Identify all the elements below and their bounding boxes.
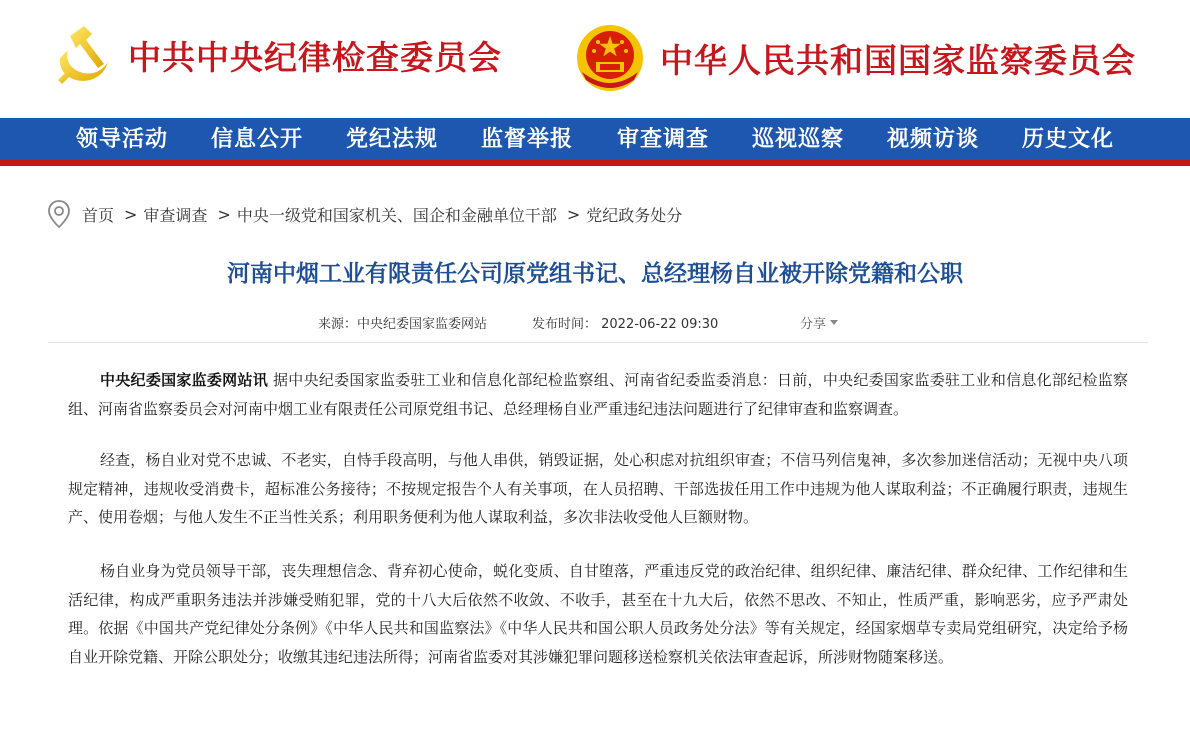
breadcrumb-home[interactable]: 首页	[82, 205, 115, 225]
nav-item-investigation[interactable]: 审查调查	[617, 126, 710, 152]
nav-item-leadership[interactable]: 领导活动	[76, 126, 169, 152]
breadcrumb-separator: >	[566, 204, 581, 224]
article-publish-time: 发布时间： 2022-06-22 09:30	[532, 317, 719, 332]
site-header	[0, 0, 1190, 118]
main-nav	[0, 118, 1190, 166]
breadcrumb-disciplinary-sanctions[interactable]: 党纪政务处分	[586, 205, 683, 225]
article-paragraph-1	[68, 366, 1128, 423]
article-source: 来源：中央纪委国家监委网站	[318, 317, 488, 332]
cpc-title: 中共中央纪律检查委员会	[128, 37, 502, 77]
party-emblem-icon	[50, 22, 116, 88]
nav-item-video-interviews[interactable]: 视频访谈	[887, 126, 980, 152]
article-paragraph-3: 杨自业身为党员领导干部，丧失理想信念、背弃初心使命，蜕化变质、自甘堕落，严重违反党的政治纪律、组织纪律、廉洁纪律、群众纪律、工作纪律和生活纪律，构成严重职务违法并涉嫌受贿犯罪，党的十八大后依然不收敛、不收手，甚至在十九大后，依然不思改、不知止，性质严重，影响恶劣，应予严肃处理。依据《中国共产党纪律处分条例》《中华人民共和国监察法》《中华人民共和国公职人员政务处分法》等有关规定，经国家烟草专卖局党组研究，决定给予杨自业开除党籍、开除公职处分；收缴其违纪违法所得；河南省监委对其涉嫌犯罪问题移送检察机关依法审查起诉，所涉财物随案移送。	[68, 562, 1128, 666]
national-emblem-icon	[574, 22, 646, 94]
chevron-down-icon	[830, 320, 838, 325]
article-title: 河南中烟工业有限责任公司原党组书记、总经理杨自业被开除党籍和公职	[227, 261, 963, 287]
nav-item-history-culture[interactable]: 历史文化	[1022, 126, 1115, 152]
location-pin-icon	[46, 199, 72, 229]
article-lead: 中央纪委国家监委网站讯	[100, 371, 268, 389]
divider	[48, 342, 1148, 343]
breadcrumb-separator: >	[217, 204, 231, 224]
breadcrumb-central-cadres[interactable]: 中央一级党和国家机关、国企和金融单位干部	[236, 205, 557, 225]
article-paragraph-2: 经查，杨自业对党不忠诚、不老实，自恃手段高明，与他人串供，销毁证据，处心积虑对抗组织审查；不信马列信鬼神，多次参加迷信活动；无视中央八项规定精神，违规收受消费卡，超标准公务接待；不按规定报告个人有关事项，在人员招聘、干部选拔任用工作中违规为他人谋取利益；不正确履行职责，违规生产、使用卷烟；与他人发生不正当性关系；利用职务便利为他人谋取利益，多次非法收受他人巨额财物。	[68, 451, 1128, 526]
nav-item-regulations[interactable]: 党纪法规	[346, 126, 439, 152]
nav-item-inspection[interactable]: 巡视巡察	[752, 126, 845, 152]
share-button[interactable]	[800, 313, 838, 332]
nsc-brand[interactable]	[574, 22, 1136, 94]
breadcrumb-separator: >	[124, 204, 138, 224]
nav-item-supervision-report[interactable]: 监督举报	[481, 126, 574, 152]
cpc-brand[interactable]	[50, 22, 502, 88]
share-label: 分享	[800, 317, 827, 332]
breadcrumb-investigation[interactable]: 审查调查	[143, 205, 208, 225]
nav-item-info-disclosure[interactable]: 信息公开	[211, 126, 304, 152]
nsc-title: 中华人民共和国国家监察委员会	[660, 40, 1136, 80]
breadcrumb	[46, 198, 682, 230]
article-paragraph-1-text: 据中央纪委国家监委驻工业和信息化部纪检监察组、河南省纪委监委消息：日前，中央纪委国家监委驻工业和信息化部纪检监察组、河南省监察委员会对河南中烟工业有限责任公司原党组书记、总经理杨自业严重违纪违法问题进行了纪律审查和监察调查。	[68, 371, 1128, 418]
